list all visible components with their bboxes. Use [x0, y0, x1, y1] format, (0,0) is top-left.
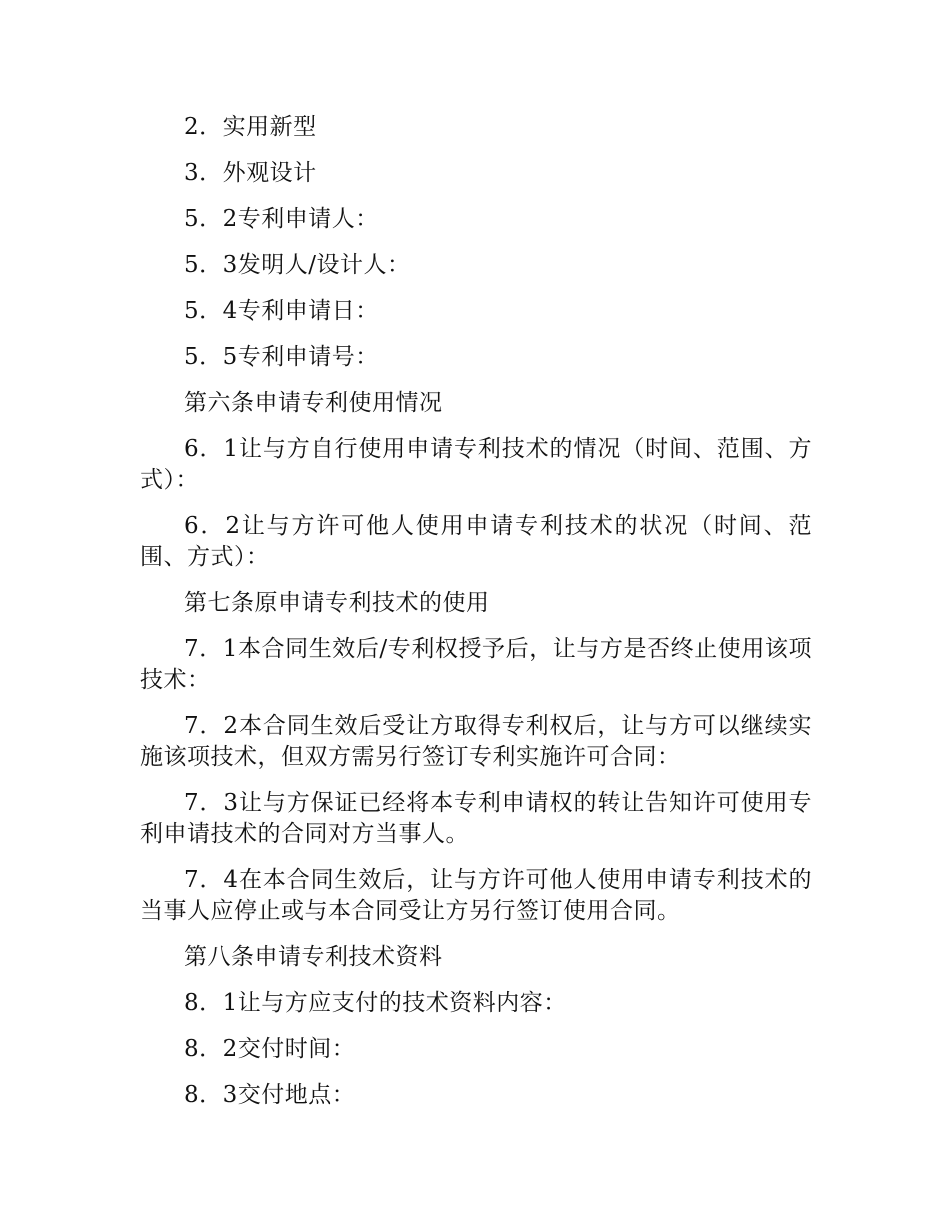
field-patent-applicant: 5．2专利申请人： — [184, 206, 379, 232]
clause-7-3: 7．3让与方保证已经将本专利申请权的转让告知许可使用专利申请技术的合同对方当事人。 — [140, 790, 812, 847]
list-item-utility-model: 2．实用新型 — [184, 114, 317, 140]
clause-6-1: 6．1让与方自行使用申请专利技术的情况（时间、范围、方式）： — [140, 436, 812, 493]
clause-7-2: 7．2本合同生效后受让方取得专利权后，让与方可以继续实施该项技术，但双方需另行签订专利实施许可合同： — [140, 713, 812, 770]
clause-6-2: 6．2让与方许可他人使用申请专利技术的状况（时间、范围、方式）： — [140, 513, 812, 570]
clause-7-4: 7．4在本合同生效后，让与方许可他人使用申请专利技术的当事人应停止或与本合同受让方另行签订使用合同。 — [140, 867, 812, 924]
clause-7-1: 7．1本合同生效后/专利权授予后，让与方是否终止使用该项技术： — [140, 636, 812, 693]
article-7-heading: 第七条原申请专利技术的使用 — [184, 590, 490, 616]
clause-8-2: 8．2交付时间： — [184, 1036, 356, 1062]
document-body — [140, 112, 812, 1126]
article-6-heading: 第六条申请专利使用情况 — [184, 390, 443, 416]
field-application-date: 5．4专利申请日： — [184, 298, 379, 324]
list-item-design: 3．外观设计 — [184, 160, 317, 186]
article-8-heading: 第八条申请专利技术资料 — [184, 944, 443, 970]
clause-8-3: 8．3交付地点： — [184, 1082, 356, 1108]
field-inventor-designer: 5．3发明人/设计人： — [184, 252, 411, 278]
field-application-number: 5．5专利申请号： — [184, 344, 379, 370]
clause-8-1: 8．1让与方应支付的技术资料内容： — [184, 990, 567, 1016]
